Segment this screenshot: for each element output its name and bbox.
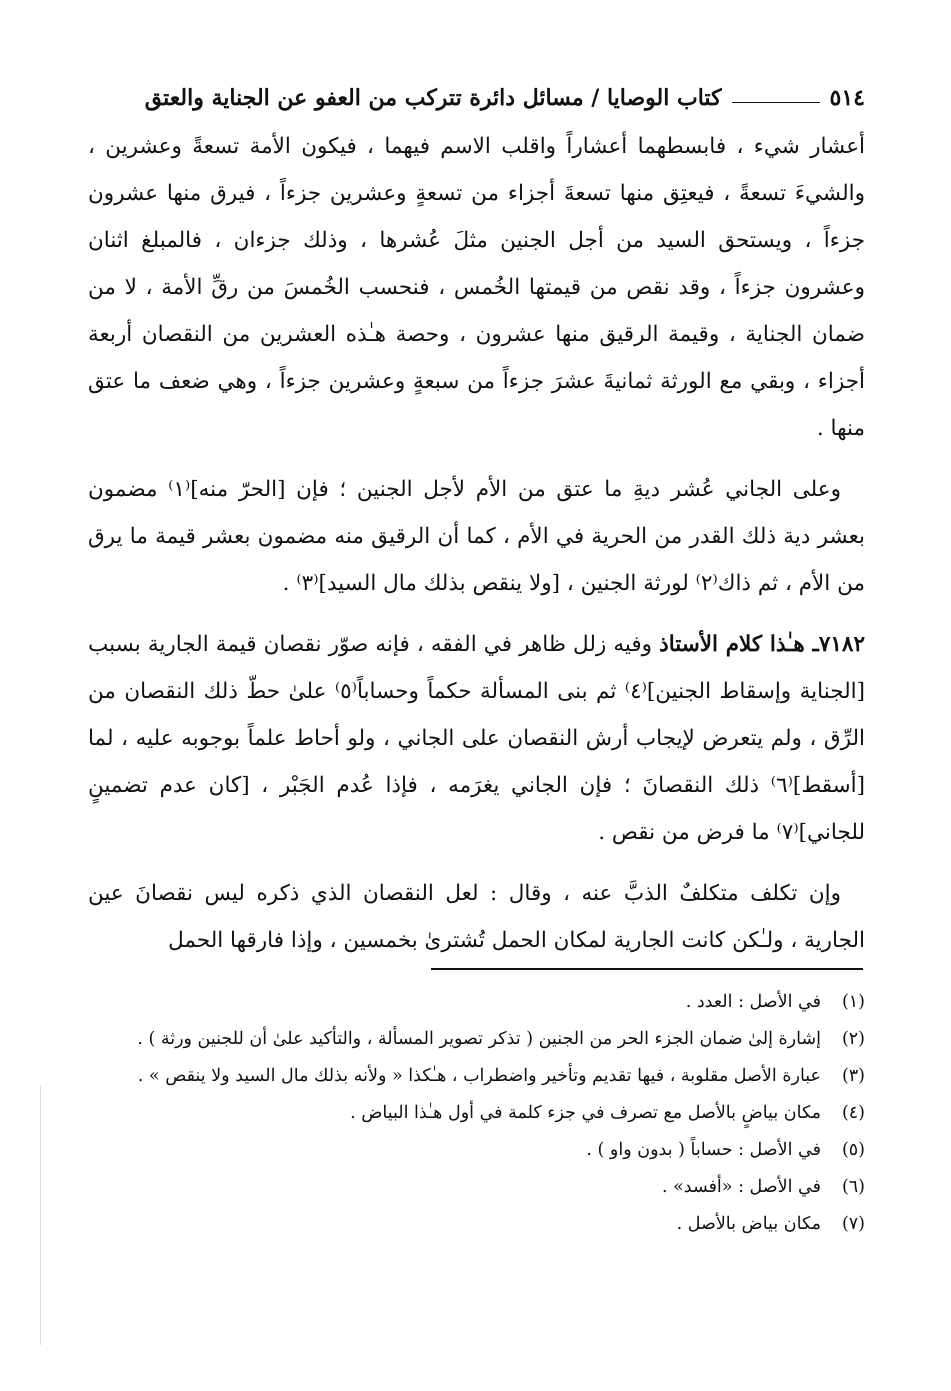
footnote-text: مكان بياض بالأصل .: [676, 1214, 821, 1234]
footnote-number: (٧): [841, 1214, 865, 1234]
footnote-number: (٣): [841, 1066, 865, 1086]
footnote-item: [88, 1134, 865, 1166]
main-text: [88, 123, 865, 964]
footnote-text: في الأصل : «أفسد» .: [661, 1177, 821, 1197]
footnote-item: [88, 1171, 865, 1203]
paragraph-continuation: أعشار شيء ، فابسطهما أعشاراً واقلب الاسم فيهما ، فيكون الأمة تسعةً وعشرين ، والشيءَ تسعةً ، فيعتِق منها تسعةَ أجزاء من تسعةٍ وعشرين جزءاً ، فيرق منها عشرون جزءاً ، ويستحق السيد من أجل الجنين مثلَ عُشرها ، وذلك جزءان ، فالمبلغ اثنان وعشرون جزءاً ، وقد نقص من قيمتها الخُمس ، فنحسب الخُمسَ من رقِّ الأمة ، لا من ضمان الجناية ، وقيمة الرقيق منها عشرون ، وحصة هـٰذه العشرين من النقصان أربعة أجزاء ، وبقي مع الورثة ثمانيةَ عشرَ جزءاً من سبعةٍ وعشرين جزءاً ، وهي ضعف ما عتق منها .: [88, 134, 865, 441]
page-number: ٥١٤: [829, 85, 865, 111]
footnote-separator: [431, 968, 863, 970]
footnote-number: (٤): [841, 1103, 865, 1123]
footnotes: [88, 986, 865, 1245]
header-rule: [732, 102, 820, 103]
footnote-number: (٢): [841, 1029, 865, 1049]
paragraph-diya: وعلى الجاني عُشر ديةِ ما عتق من الأم لأجل الجنين ؛ فإن [الحرّ منه]⁽١⁾ مضمون بعشر دية ذلك القدر من الحرية في الأم ، كما أن الرقيق منه مضمون بعشر قيمة ما يرق من الأم ، ثم ذاك⁽٢⁾ لورثة الجنين ، [ولا ينقص بذلك مال السيد]⁽٣⁾ .: [88, 477, 865, 596]
running-title: كتاب الوصايا / مسائل دائرة تتركب من العفو عن الجناية والعتق: [144, 85, 722, 111]
paragraph-7182: [88, 621, 865, 856]
footnote-text: إشارة إلىٰ ضمان الجزء الحر من الجنين ( تذكر تصوير المسألة ، والتأكيد علىٰ أن للجنين ورثة ) .: [137, 1029, 821, 1049]
footnote-item: [88, 1208, 865, 1240]
footnote-item: [88, 1023, 865, 1055]
footnote-item: [88, 1060, 865, 1092]
paragraph-lead: ٧١٨٢ـ هـٰذا كلام الأستاذ: [659, 632, 866, 657]
paragraph-objection: وإن تكلف متكلفٌ الذبَّ عنه ، وقال : لعل النقصان الذي ذكره ليس نقصانَ عين الجارية ، ولـٰكن كانت الجارية لمكان الحمل تُشترىٰ بخمسين ، وإذا فارقها الحمل: [88, 881, 865, 953]
footnote-item: [88, 1097, 865, 1129]
scan-margin-line: [40, 1085, 41, 1345]
running-header: [88, 78, 865, 118]
footnote-text: في الأصل : العدد .: [685, 992, 821, 1012]
footnote-item: [88, 986, 865, 1018]
paragraph-rest: وفيه زلل ظاهر في الفقه ، فإنه صوّر نقصان قيمة الجارية بسبب [الجناية وإسقاط الجنين]⁽٤⁾ ثم بنى المسألة حكماً وحساباً⁽٥⁾ علىٰ حطّ ذلك النقصان من الرِّق ، ولم يتعرض لإيجاب أرش النقصان على الجاني ، ولو أحاط علماً بوجوبه عليه ، لما [أسقط]⁽٦⁾ ذلك النقصانَ ؛ فإن الجاني يغرَمه ، فإذا عُدم الجَبْر ، [كان عدم تضمينٍ للجاني]⁽٧⁾ ما فرض من نقص .: [88, 632, 865, 845]
footnote-number: (١): [841, 992, 865, 1012]
footnote-text: مكان بياضٍ بالأصل مع تصرف في جزء كلمة في أول هـٰذا البياض .: [350, 1103, 821, 1123]
footnote-text: عبارة الأصل مقلوبة ، فيها تقديم وتأخير واضطراب ، هـٰكذا « ولأنه بذلك مال السيد ولا ينقص » .: [137, 1066, 821, 1086]
footnote-number: (٦): [841, 1177, 865, 1197]
footnote-number: (٥): [841, 1140, 865, 1160]
footnote-text: في الأصل : حساباً ( بدون واو ) .: [586, 1140, 821, 1160]
